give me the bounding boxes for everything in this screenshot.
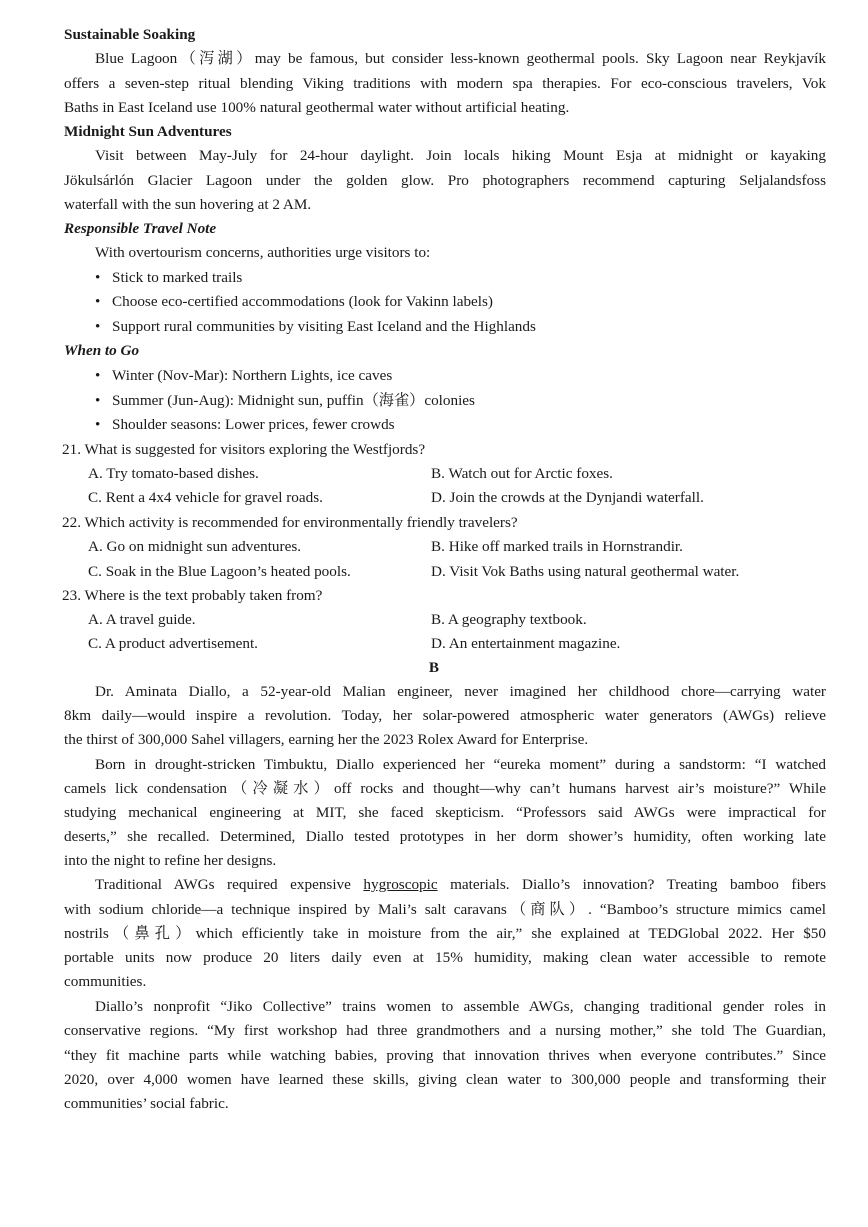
body-line: 8km daily—would inspire a revolution. Today, her solar-powered atmospheric water generators (AWGs) relieve <box>64 707 826 724</box>
heading-when-to-go: When to Go <box>64 342 140 359</box>
list-item <box>95 366 392 386</box>
bullet-icon: • <box>95 269 101 286</box>
body-line: camels lick condensation（冷凝水）off rocks and thought—why can’t humans harvest air’s moisture?” While <box>64 780 826 797</box>
body-line: portable units now produce 20 liters daily even at 15% humidity, making clean water accessible to remote <box>64 949 826 966</box>
option-d: D. An entertainment magazine. <box>431 635 621 652</box>
option-a: A. Try tomato-based dishes. <box>88 465 259 482</box>
body-line: waterfall with the sun hovering at 2 AM. <box>64 196 312 213</box>
section-label: B <box>428 659 440 676</box>
body-line: deserts,” she recalled. Determined, Diallo tested prototypes in her dorm shower’s humidity, often working late <box>64 828 826 845</box>
body-line: Jökulsárlón Glacier Lagoon under the golden glow. Pro photographers recommend capturing Seljalandsfoss <box>64 172 826 189</box>
body-line: communities. <box>64 973 147 990</box>
body-line: Diallo’s nonprofit “Jiko Collective” trains women to assemble AWGs, changing traditional gender roles in <box>95 998 826 1015</box>
bullet-icon: • <box>95 293 101 310</box>
body-line: 2020, over 4,000 women have learned these skills, giving clean water to 300,000 people and transforming their <box>64 1071 826 1088</box>
body-line: “they fit machine parts while watching babies, proving that innovation thrives when everyone contributes.” Since <box>64 1047 826 1064</box>
list-item-text: Stick to marked trails <box>112 269 243 286</box>
body-line: the thirst of 300,000 Sahel villagers, earning her the 2023 Rolex Award for Enterprise. <box>64 731 589 748</box>
option-b: B. Hike off marked trails in Hornstrandir. <box>431 538 683 555</box>
body-line: offers a seven-step ritual blending Viking traditions with modern spa therapies. For eco-conscious travelers, Vok <box>64 75 826 92</box>
body-line: conservative regions. “My first workshop had three grandmothers and a nursing mother,” she told The Guardian, <box>64 1022 826 1039</box>
body-line: with sodium chloride—a technique inspired by Mali’s salt caravans（商队）. “Bamboo’s structure mimics camel <box>64 901 826 918</box>
underlined-word: hygroscopic <box>363 876 438 893</box>
body-text: materials. Diallo’s innovation? Treating bamboo fibers <box>437 876 826 893</box>
bullet-icon: • <box>95 416 101 433</box>
option-c: C. Rent a 4x4 vehicle for gravel roads. <box>88 489 323 506</box>
option-c: C. Soak in the Blue Lagoon’s heated pools. <box>88 563 351 580</box>
body-line: Baths in East Iceland use 100% natural geothermal water without artificial heating. <box>64 99 570 116</box>
heading-responsible-travel: Responsible Travel Note <box>64 220 217 237</box>
bullet-icon: • <box>95 367 101 384</box>
question-stem: 23. Where is the text probably taken from? <box>62 587 323 604</box>
body-text: Traditional AWGs required expensive <box>95 876 364 893</box>
heading-sustainable-soaking: Sustainable Soaking <box>64 26 196 43</box>
body-line: into the night to refine her designs. <box>64 852 277 869</box>
list-item-text: Shoulder seasons: Lower prices, fewer crowds <box>112 416 395 433</box>
body-line: Visit between May-July for 24-hour daylight. Join locals hiking Mount Esja at midnight or kayaking <box>95 147 826 164</box>
list-item <box>95 268 242 288</box>
list-item-text: Winter (Nov-Mar): Northern Lights, ice caves <box>112 367 393 384</box>
option-a: A. A travel guide. <box>88 611 196 628</box>
list-item-text: Choose eco-certified accommodations (look for Vakinn labels) <box>112 293 493 310</box>
option-d: D. Join the crowds at the Dynjandi waterfall. <box>431 489 704 506</box>
list-item <box>95 317 536 337</box>
option-d: D. Visit Vok Baths using natural geothermal water. <box>431 563 740 580</box>
option-b: B. A geography textbook. <box>431 611 587 628</box>
bullet-icon: • <box>95 318 101 335</box>
list-item <box>95 292 493 312</box>
list-item <box>95 391 475 411</box>
list-item-text: Summer (Jun-Aug): Midnight sun, puffin（海雀）colonies <box>112 392 475 409</box>
option-c: C. A product advertisement. <box>88 635 258 652</box>
heading-midnight-sun: Midnight Sun Adventures <box>64 123 232 140</box>
body-line: studying mechanical engineering at MIT, she faced skepticism. “Professors said AWGs were impractical for <box>64 804 826 821</box>
body-line: Dr. Aminata Diallo, a 52-year-old Malian engineer, never imagined her childhood chore—carrying water <box>95 683 826 700</box>
bullet-icon: • <box>95 392 101 409</box>
body-line: nostrils（鼻孔）which efficiently take in moisture from the air,” she explained at TEDGlobal 2022. Her $50 <box>64 925 826 942</box>
body-line: Born in drought-stricken Timbuktu, Diallo experienced her “eureka moment” during a sandstorm: “I watched <box>95 756 826 773</box>
body-line: With overtourism concerns, authorities urge visitors to: <box>95 244 431 261</box>
question-stem: 21. What is suggested for visitors exploring the Westfjords? <box>62 441 426 458</box>
body-line <box>95 875 826 895</box>
list-item <box>95 415 395 435</box>
option-b: B. Watch out for Arctic foxes. <box>431 465 613 482</box>
body-line: communities’ social fabric. <box>64 1095 229 1112</box>
list-item-text: Support rural communities by visiting East Iceland and the Highlands <box>112 318 536 335</box>
option-a: A. Go on midnight sun adventures. <box>88 538 302 555</box>
body-line: Blue Lagoon（泻湖）may be famous, but consider less-known geothermal pools. Sky Lagoon near Reykjavík <box>95 50 826 67</box>
question-stem: 22. Which activity is recommended for environmentally friendly travelers? <box>62 514 518 531</box>
